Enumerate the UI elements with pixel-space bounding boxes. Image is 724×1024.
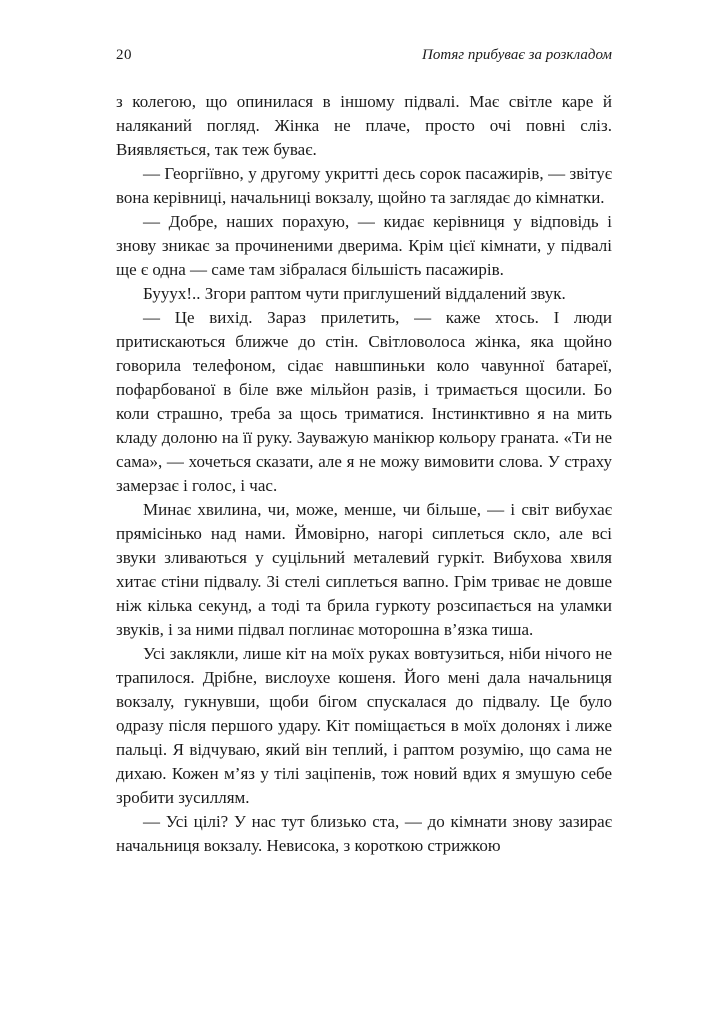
page-header [116, 46, 612, 64]
page-number: 20 [116, 47, 132, 63]
paragraph: Минає хвилина, чи, може, менше, чи більше, — і світ вибухає прямісінько над нами. Ймовірно, нагорі сиплеться скло, але всі звуки зливаються у суцільний металевий гуркіт. Вибухова хвиля хитає стіни підвалу. Зі стелі сиплеться вапно. Грім триває не довше ніж кілька секунд, а тоді та брила гуркоту розсипається на уламки звуків, і за ними підвал поглинає моторошна в’язка тиша. [116, 500, 612, 639]
paragraph: Бууух!.. Згори раптом чути приглушений віддалений звук. [143, 284, 566, 303]
paragraph: — Добре, наших порахую, — кидає керівниця у відповідь і знову зникає за прочиненими дверима. Крім цієї кімнати, у підвалі ще є одна — саме там зібралася більшість пасажирів. [116, 212, 612, 279]
paragraph: Усі заклякли, лише кіт на моїх руках вовтузиться, ніби нічого не трапилося. Дрібне, вислоухе кошеня. Його мені дала начальниця вокзалу, гукнувши, щоби бігом спускалася до підвалу. Це було одразу після першого удару. Кіт поміщається в моїх долонях і лиже пальці. Я відчуваю, який він теплий, і раптом розумію, що сама не дихаю. Кожен м’яз у тілі заціпенів, тож новий вдих я змушую себе зробити зусиллям. [116, 644, 612, 807]
paragraph: — Георгіївно, у другому укритті десь сорок пасажирів, — звітує вона керівниці, начальниці вокзалу, щойно та заглядає до кімнатки. [116, 164, 612, 207]
running-header-title: Потяг прибуває за розкладом [421, 47, 612, 63]
body-text [116, 90, 612, 858]
paragraph: з колегою, що опинилася в іншому підвалі. Має світле каре й наляканий погляд. Жінка не плаче, просто очі повні сліз. Виявляється, так теж буває. [116, 92, 612, 159]
paragraph: — Усі цілі? У нас тут близько ста, — до кімнати знову зазирає начальниця вокзалу. Невисока, з короткою стрижкою [116, 812, 612, 855]
paragraph: — Це вихід. Зараз прилетить, — каже хтось. І люди притискаються ближче до стін. Світловолоса жінка, яка щойно говорила телефоном, сідає навшпиньки коло чавунної батареї, пофарбованої в біле вже мільйон разів, і тримається щосили. Бо коли страшно, треба за щось триматися. Інстинктивно я на мить кладу долоню на її руку. Зауважую манікюр кольору граната. «Ти не сама», — хочеться сказати, але я не можу вимовити слова. У страху замерзає і голос, і час. [116, 308, 612, 495]
